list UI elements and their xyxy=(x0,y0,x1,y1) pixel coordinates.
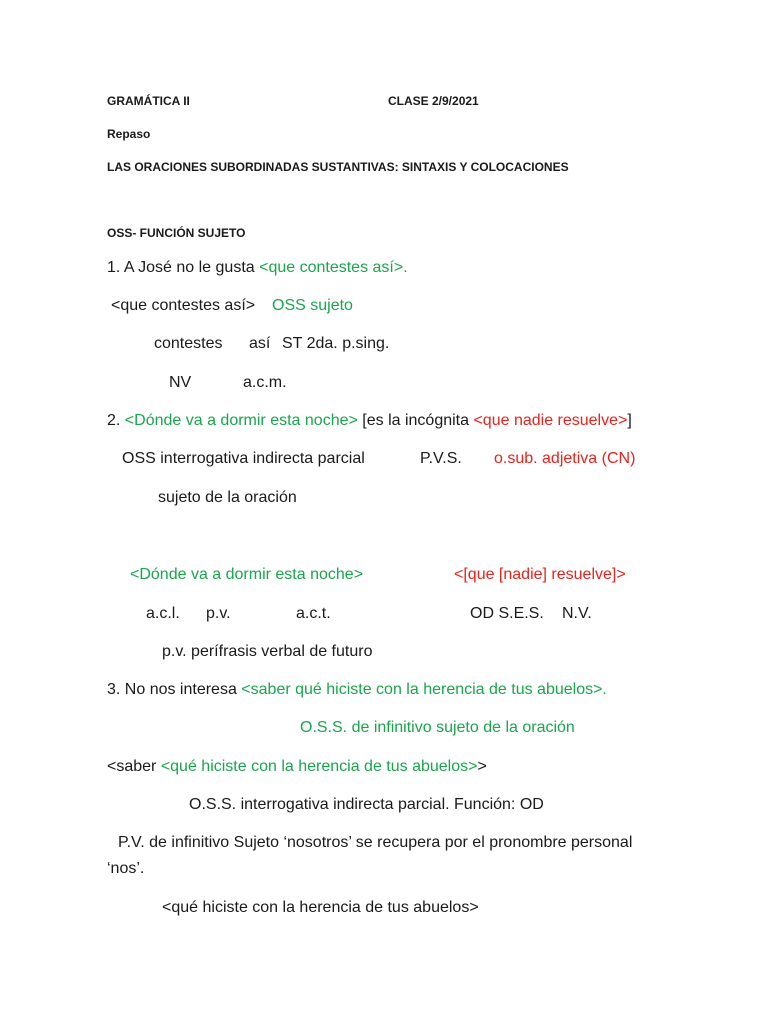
oss-od-label: O.S.S. interrogativa indirecta parcial. Función: OD xyxy=(189,796,544,813)
saber-clause-line xyxy=(107,757,487,777)
oss-interrogative-label: OSS interrogativa indirecta parcial xyxy=(122,450,365,467)
section-heading: OSS- FUNCIÓN SUJETO xyxy=(107,226,246,240)
example-2-sentence xyxy=(107,411,632,431)
topic-heading: LAS ORACIONES SUBORDINADAS SUSTANTIVAS: SINTAXIS Y COLOCACIONES xyxy=(107,160,569,174)
last-clause: <qué hiciste con la herencia de tus abuelos> xyxy=(162,899,479,916)
example-2-mid: [es la incógnita xyxy=(357,412,474,429)
subject-label: sujeto de la oración xyxy=(158,489,297,506)
act-label: a.c.t. xyxy=(296,605,331,622)
pv-infinitive-line-2: ‘nos’. xyxy=(107,860,145,877)
example-3-clause: <saber qué hiciste con la herencia de tus abuelos>. xyxy=(241,681,607,698)
example-2-red-clause: <que nadie resuelve> xyxy=(473,412,628,429)
example-2-green-clause: <Dónde va a dormir esta noche> xyxy=(124,412,358,429)
word-asi: así xyxy=(249,335,271,352)
example-3-text: 3. No nos interesa xyxy=(107,681,242,698)
adjective-clause-label: o.sub. adjetiva (CN) xyxy=(494,450,636,467)
example-2-end: ] xyxy=(627,412,632,429)
acm-label: a.c.m. xyxy=(243,374,287,391)
example-2-num: 2. xyxy=(107,412,125,429)
example-1-clause-line: <que contestes así> xyxy=(111,297,256,314)
example-1-clause: <que contestes así>. xyxy=(259,259,408,276)
nv-label: NV xyxy=(169,374,192,391)
example-1-text: 1. A José no le gusta xyxy=(107,259,260,276)
green-clause-repeat: <Dónde va a dormir esta noche> xyxy=(130,566,364,583)
review-label: Repaso xyxy=(107,127,151,141)
acl-label: a.c.l. xyxy=(146,605,180,622)
infinitive-label: O.S.S. de infinitivo sujeto de la oración xyxy=(300,719,575,736)
example-1-sentence xyxy=(107,258,408,278)
subject-title: GRAMÁTICA II xyxy=(107,94,190,108)
periphrasis-label: p.v. perífrasis verbal de futuro xyxy=(162,643,373,660)
od-ses-label: OD S.E.S. xyxy=(470,605,544,622)
class-date: CLASE 2/9/2021 xyxy=(388,94,479,108)
saber-close: > xyxy=(477,758,487,775)
st-info: ST 2da. p.sing. xyxy=(282,335,390,352)
word-contestes: contestes xyxy=(154,335,223,352)
saber-open: <saber xyxy=(107,758,161,775)
pv-label: p.v. xyxy=(206,605,231,622)
red-clause-repeat: <[que [nadie] resuelve]> xyxy=(454,566,626,583)
pvs-label: P.V.S. xyxy=(420,450,462,467)
nv-label-2: N.V. xyxy=(562,605,592,622)
saber-inner-clause: <qué hiciste con la herencia de tus abuelos> xyxy=(160,758,478,775)
example-3-sentence xyxy=(107,680,607,700)
example-1-clause-label: OSS sujeto xyxy=(272,297,353,314)
pv-infinitive-line-1: P.V. de infinitivo Sujeto ‘nosotros’ se recupera por el pronombre personal xyxy=(118,834,633,851)
